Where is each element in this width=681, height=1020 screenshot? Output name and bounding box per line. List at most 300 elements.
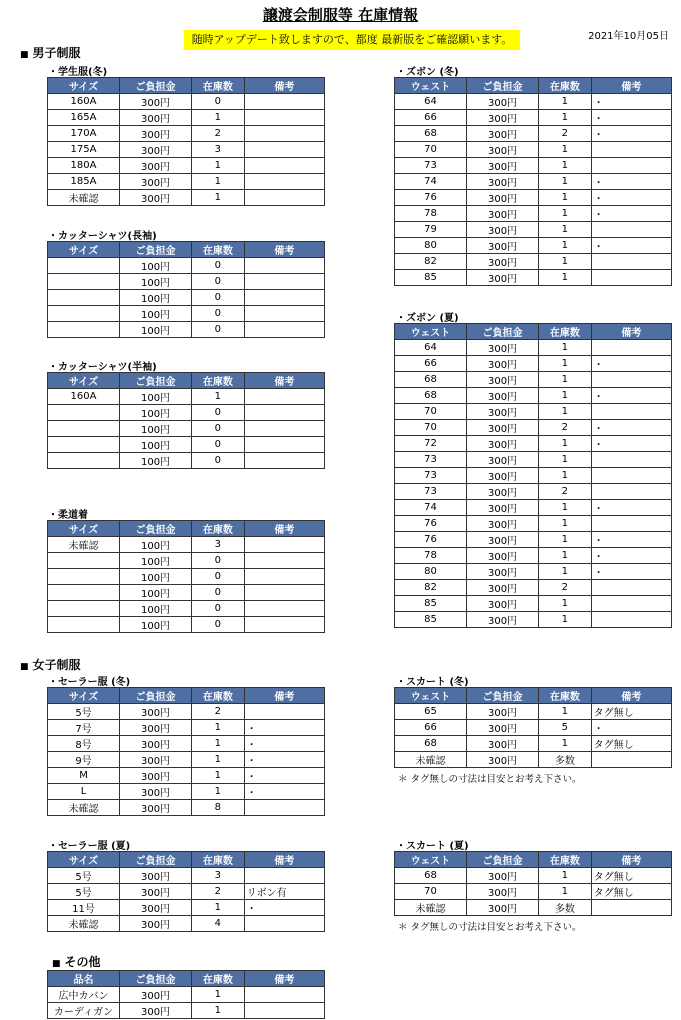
column-header: ご負担金 <box>120 852 192 868</box>
table-cell <box>591 468 671 484</box>
table-row <box>395 548 672 564</box>
column-header: 在庫数 <box>192 373 245 389</box>
table-cell: 300円 <box>467 752 539 768</box>
square-bullet-icon: ■ <box>20 50 29 60</box>
table-cell: 300円 <box>467 174 539 190</box>
table-cell: 1 <box>539 612 592 628</box>
column-header: 備考 <box>244 242 324 258</box>
table-cell: 72 <box>395 436 467 452</box>
table-cell: 73 <box>395 452 467 468</box>
column-header: ご負担金 <box>467 324 539 340</box>
table-skirt-winter <box>394 687 672 768</box>
column-header: サイズ <box>48 242 120 258</box>
table-cell: 2 <box>539 126 592 142</box>
table-header-row <box>48 688 325 704</box>
table-cell: ・ <box>591 500 671 516</box>
table-cell: 300円 <box>467 900 539 916</box>
table-cell: 300円 <box>467 126 539 142</box>
table-cell: 68 <box>395 736 467 752</box>
table-cell <box>244 142 324 158</box>
table-cell: ・ <box>591 532 671 548</box>
table-cell: 未確認 <box>395 900 467 916</box>
table-cell <box>244 110 324 126</box>
column-header: ご負担金 <box>467 78 539 94</box>
table-judogi <box>47 520 325 633</box>
table-row <box>48 768 325 784</box>
table-cell: 1 <box>192 784 245 800</box>
table-row <box>395 174 672 190</box>
table-cell: ・ <box>591 388 671 404</box>
section-title: その他 <box>64 955 101 969</box>
table-cell <box>244 389 324 405</box>
table-cell <box>591 752 671 768</box>
table-cell <box>244 437 324 453</box>
table-row <box>48 158 325 174</box>
table-cell: 300円 <box>467 94 539 110</box>
column-header: ご負担金 <box>120 78 192 94</box>
column-header: サイズ <box>48 78 120 94</box>
table-row <box>48 405 325 421</box>
table-row <box>48 290 325 306</box>
table-cell: 1 <box>192 768 245 784</box>
column-header: ご負担金 <box>120 242 192 258</box>
table-cell: 5号 <box>48 868 120 884</box>
table-cell: 74 <box>395 174 467 190</box>
column-header: 在庫数 <box>539 324 592 340</box>
table-row <box>48 884 325 900</box>
table-cell: 300円 <box>467 548 539 564</box>
table-row <box>395 158 672 174</box>
table-cell <box>591 404 671 420</box>
table-cell <box>244 421 324 437</box>
table-cell: 9号 <box>48 752 120 768</box>
table-cell <box>244 405 324 421</box>
table-label: ・セーラー服 (夏) <box>48 841 131 852</box>
table-header-row <box>395 324 672 340</box>
table-cell: 68 <box>395 126 467 142</box>
table-cell: 300円 <box>120 126 192 142</box>
table-cell: ・ <box>244 900 324 916</box>
table-cell: 5 <box>539 720 592 736</box>
table-cell: 165A <box>48 110 120 126</box>
table-cell: 1 <box>192 158 245 174</box>
column-header: サイズ <box>48 521 120 537</box>
table-cell: 1 <box>192 110 245 126</box>
table-cell: 未確認 <box>395 752 467 768</box>
table-cell <box>48 569 120 585</box>
table-cell: 300円 <box>467 110 539 126</box>
table-cell: 2 <box>539 420 592 436</box>
column-header: 備考 <box>244 688 324 704</box>
table-cell: 未確認 <box>48 800 120 816</box>
table-cell: 300円 <box>467 420 539 436</box>
table-header-row <box>395 852 672 868</box>
column-header: 在庫数 <box>192 852 245 868</box>
table-cell: 300円 <box>467 190 539 206</box>
table-cell <box>244 987 324 1003</box>
table-row <box>48 704 325 720</box>
table-row <box>48 720 325 736</box>
table-cell: 70 <box>395 884 467 900</box>
column-header: ご負担金 <box>120 688 192 704</box>
table-cell: 82 <box>395 580 467 596</box>
table-row <box>395 596 672 612</box>
table-cell: 100円 <box>120 389 192 405</box>
table-row <box>395 254 672 270</box>
table-cell <box>48 421 120 437</box>
table-cell: 1 <box>192 389 245 405</box>
table-cell: 100円 <box>120 601 192 617</box>
table-cell <box>591 612 671 628</box>
column-header: サイズ <box>48 373 120 389</box>
table-cell: タグ無し <box>591 884 671 900</box>
table-cell: 0 <box>192 306 245 322</box>
section-heading-girls <box>20 656 81 673</box>
column-header: ウェスト <box>395 688 467 704</box>
table-row <box>48 585 325 601</box>
table-row <box>48 110 325 126</box>
table-cell: 73 <box>395 158 467 174</box>
table-cell: 0 <box>192 405 245 421</box>
table-cell: 300円 <box>467 516 539 532</box>
table-cell: 1 <box>539 190 592 206</box>
section-heading-other <box>52 953 101 970</box>
column-header: ウェスト <box>395 78 467 94</box>
table-row <box>395 752 672 768</box>
table-cell: 2 <box>192 126 245 142</box>
table-cell: 1 <box>539 254 592 270</box>
table-zubon-summer <box>394 323 672 628</box>
table-row <box>395 94 672 110</box>
table-row <box>395 238 672 254</box>
table-cell: 300円 <box>467 452 539 468</box>
table-cell <box>591 900 671 916</box>
table-cell: 300円 <box>467 580 539 596</box>
table-row <box>48 126 325 142</box>
table-other <box>47 970 325 1019</box>
table-row <box>48 274 325 290</box>
table-cell: 300円 <box>120 158 192 174</box>
table-cell: 70 <box>395 142 467 158</box>
table-cell: 100円 <box>120 585 192 601</box>
square-bullet-icon: ■ <box>52 959 61 969</box>
table-cell: 1 <box>192 174 245 190</box>
column-header: ご負担金 <box>467 688 539 704</box>
table-cell <box>48 274 120 290</box>
table-cell: M <box>48 768 120 784</box>
table-cell: 8 <box>192 800 245 816</box>
table-cell: 300円 <box>467 356 539 372</box>
table-cell: 175A <box>48 142 120 158</box>
table-cell: 1 <box>539 270 592 286</box>
table-header-row <box>48 373 325 389</box>
table-row <box>395 736 672 752</box>
table-cell: 300円 <box>467 388 539 404</box>
table-cell: 1 <box>539 94 592 110</box>
column-header: ウェスト <box>395 852 467 868</box>
table-cell: 70 <box>395 420 467 436</box>
table-cell <box>244 306 324 322</box>
table-cell: ・ <box>244 720 324 736</box>
table-cell: 160A <box>48 94 120 110</box>
table-cell: ・ <box>591 436 671 452</box>
table-row <box>395 900 672 916</box>
table-cell <box>48 453 120 469</box>
table-row <box>48 437 325 453</box>
table-row <box>395 564 672 580</box>
table-cell: 300円 <box>467 270 539 286</box>
table-cell: 0 <box>192 601 245 617</box>
table-row <box>395 884 672 900</box>
table-cell <box>48 306 120 322</box>
table-cell: 300円 <box>120 768 192 784</box>
table-cell: 100円 <box>120 290 192 306</box>
table-cell: 100円 <box>120 569 192 585</box>
table-row <box>395 484 672 500</box>
table-cell <box>244 190 324 206</box>
table-cell: 1 <box>539 388 592 404</box>
table-cell <box>591 340 671 356</box>
table-row <box>395 222 672 238</box>
table-row <box>395 206 672 222</box>
table-row <box>48 617 325 633</box>
table-cell: 300円 <box>467 596 539 612</box>
table-cell: リボン有 <box>244 884 324 900</box>
table-cell: 76 <box>395 190 467 206</box>
table-header-row <box>48 78 325 94</box>
table-cell: 70 <box>395 404 467 420</box>
table-cell: 1 <box>539 532 592 548</box>
table-cell <box>244 94 324 110</box>
table-cell: 300円 <box>467 222 539 238</box>
table-row <box>48 258 325 274</box>
table-cell <box>591 580 671 596</box>
table-row <box>395 452 672 468</box>
table-row <box>395 190 672 206</box>
table-sailor-summer <box>47 851 325 932</box>
table-cell: 3 <box>192 142 245 158</box>
table-row <box>395 356 672 372</box>
table-cell: 300円 <box>467 484 539 500</box>
column-header: 在庫数 <box>192 242 245 258</box>
table-cell <box>244 617 324 633</box>
table-cell: 68 <box>395 868 467 884</box>
table-cell: 300円 <box>467 736 539 752</box>
table-cell <box>48 437 120 453</box>
table-cell: 180A <box>48 158 120 174</box>
table-header-row <box>48 521 325 537</box>
table-cell: ・ <box>591 110 671 126</box>
table-cell: 160A <box>48 389 120 405</box>
table-cell: 76 <box>395 516 467 532</box>
table-cell: 0 <box>192 437 245 453</box>
table-cell: 300円 <box>120 868 192 884</box>
section-title: 女子制服 <box>32 658 81 672</box>
table-cell: 1 <box>539 222 592 238</box>
table-label: ・セーラー服 (冬) <box>48 677 131 688</box>
table-cell: 100円 <box>120 322 192 338</box>
column-header: 在庫数 <box>539 78 592 94</box>
table-cell: 300円 <box>120 110 192 126</box>
table-cell <box>48 585 120 601</box>
table-cell: 多数 <box>539 752 592 768</box>
table-cell: 未確認 <box>48 537 120 553</box>
table-cell <box>244 274 324 290</box>
table-cell: 64 <box>395 94 467 110</box>
table-row <box>395 388 672 404</box>
table-cell <box>244 585 324 601</box>
table-cell: 1 <box>539 596 592 612</box>
table-cell: 1 <box>192 1003 245 1019</box>
table-cell: 300円 <box>467 158 539 174</box>
table-cell: ・ <box>591 564 671 580</box>
table-cell: 1 <box>539 110 592 126</box>
table-row <box>48 569 325 585</box>
table-cell: 7号 <box>48 720 120 736</box>
table-cell: ・ <box>591 94 671 110</box>
table-cell: 300円 <box>467 372 539 388</box>
table-row <box>395 612 672 628</box>
table-row <box>395 436 672 452</box>
table-cell: 100円 <box>120 274 192 290</box>
table-cell <box>244 704 324 720</box>
table-cell: 1 <box>539 516 592 532</box>
table-cell: 74 <box>395 500 467 516</box>
table-label: ・ズボン (冬) <box>396 67 459 78</box>
table-cell: 未確認 <box>48 916 120 932</box>
table-cell: 100円 <box>120 553 192 569</box>
table-row <box>48 142 325 158</box>
table-cell: ・ <box>244 736 324 752</box>
table-cell: 300円 <box>120 142 192 158</box>
table-cell: 1 <box>539 564 592 580</box>
table-cell: 68 <box>395 388 467 404</box>
table-cell <box>48 553 120 569</box>
table-cell <box>48 601 120 617</box>
table-cell: 4 <box>192 916 245 932</box>
table-row <box>395 580 672 596</box>
table-cell: 100円 <box>120 258 192 274</box>
column-header: ご負担金 <box>120 971 192 987</box>
table-row <box>395 532 672 548</box>
table-cell: 1 <box>539 548 592 564</box>
table-cell: 300円 <box>467 206 539 222</box>
table-cell: 100円 <box>120 537 192 553</box>
table-cell <box>591 222 671 238</box>
table-cell: 300円 <box>467 500 539 516</box>
table-cell: 82 <box>395 254 467 270</box>
table-cell: ・ <box>591 420 671 436</box>
table-cell: 1 <box>539 174 592 190</box>
table-row <box>395 142 672 158</box>
table-cell: 1 <box>192 190 245 206</box>
table-cell: 2 <box>192 884 245 900</box>
table-cell: 300円 <box>120 174 192 190</box>
table-cell: 300円 <box>120 987 192 1003</box>
table-cell: 66 <box>395 356 467 372</box>
table-cell: 1 <box>539 372 592 388</box>
table-cell: タグ無し <box>591 736 671 752</box>
table-cell: 300円 <box>467 704 539 720</box>
table-cell <box>244 800 324 816</box>
table-cell: 100円 <box>120 405 192 421</box>
table-cell <box>591 158 671 174</box>
table-cell: 多数 <box>539 900 592 916</box>
table-cell: 1 <box>539 206 592 222</box>
table-cell: 73 <box>395 484 467 500</box>
table-cell: 300円 <box>120 736 192 752</box>
table-cell: 300円 <box>467 254 539 270</box>
table-gakuseifuku <box>47 77 325 206</box>
table-cell: 85 <box>395 596 467 612</box>
table-cell: 1 <box>539 142 592 158</box>
table-cell: 2 <box>539 580 592 596</box>
table-cell <box>244 601 324 617</box>
column-header: サイズ <box>48 852 120 868</box>
table-row <box>48 800 325 816</box>
table-row <box>48 1003 325 1019</box>
table-cell: L <box>48 784 120 800</box>
table-row <box>48 421 325 437</box>
table-row <box>395 868 672 884</box>
table-cell: 100円 <box>120 437 192 453</box>
table-cell: ・ <box>591 356 671 372</box>
table-cell: 170A <box>48 126 120 142</box>
table-cell: 1 <box>539 468 592 484</box>
table-row <box>395 704 672 720</box>
table-row <box>48 389 325 405</box>
table-header-row <box>48 242 325 258</box>
table-cell: 1 <box>539 340 592 356</box>
column-header: 品名 <box>48 971 120 987</box>
table-cell: 1 <box>539 158 592 174</box>
table-cell: タグ無し <box>591 704 671 720</box>
table-cell: 300円 <box>467 436 539 452</box>
table-cell <box>244 1003 324 1019</box>
square-bullet-icon: ■ <box>20 662 29 672</box>
column-header: 備考 <box>591 324 671 340</box>
table-cell: 300円 <box>120 1003 192 1019</box>
table-row <box>48 174 325 190</box>
table-cell: 300円 <box>467 868 539 884</box>
table-cell: 3 <box>192 868 245 884</box>
table-cell: 80 <box>395 238 467 254</box>
table-row <box>48 752 325 768</box>
table-cell <box>244 569 324 585</box>
table-cell: 300円 <box>467 142 539 158</box>
table-cell <box>244 553 324 569</box>
table-cell: 1 <box>539 704 592 720</box>
table-cell: 2 <box>539 484 592 500</box>
column-header: 在庫数 <box>192 971 245 987</box>
table-cell: 300円 <box>120 752 192 768</box>
table-cell: 0 <box>192 617 245 633</box>
table-cell: 0 <box>192 585 245 601</box>
table-row <box>48 736 325 752</box>
table-cell: ・ <box>591 238 671 254</box>
table-cell: 85 <box>395 612 467 628</box>
table-cell: 78 <box>395 206 467 222</box>
table-cell: 2 <box>192 704 245 720</box>
column-header: サイズ <box>48 688 120 704</box>
column-header: 在庫数 <box>192 521 245 537</box>
table-cell: 300円 <box>467 238 539 254</box>
footnote: ＊ タグ無しの寸法は目安とお考え下さい。 <box>398 922 582 933</box>
table-cell <box>244 537 324 553</box>
table-cell: 300円 <box>467 612 539 628</box>
table-cell: 5号 <box>48 704 120 720</box>
table-row <box>395 110 672 126</box>
